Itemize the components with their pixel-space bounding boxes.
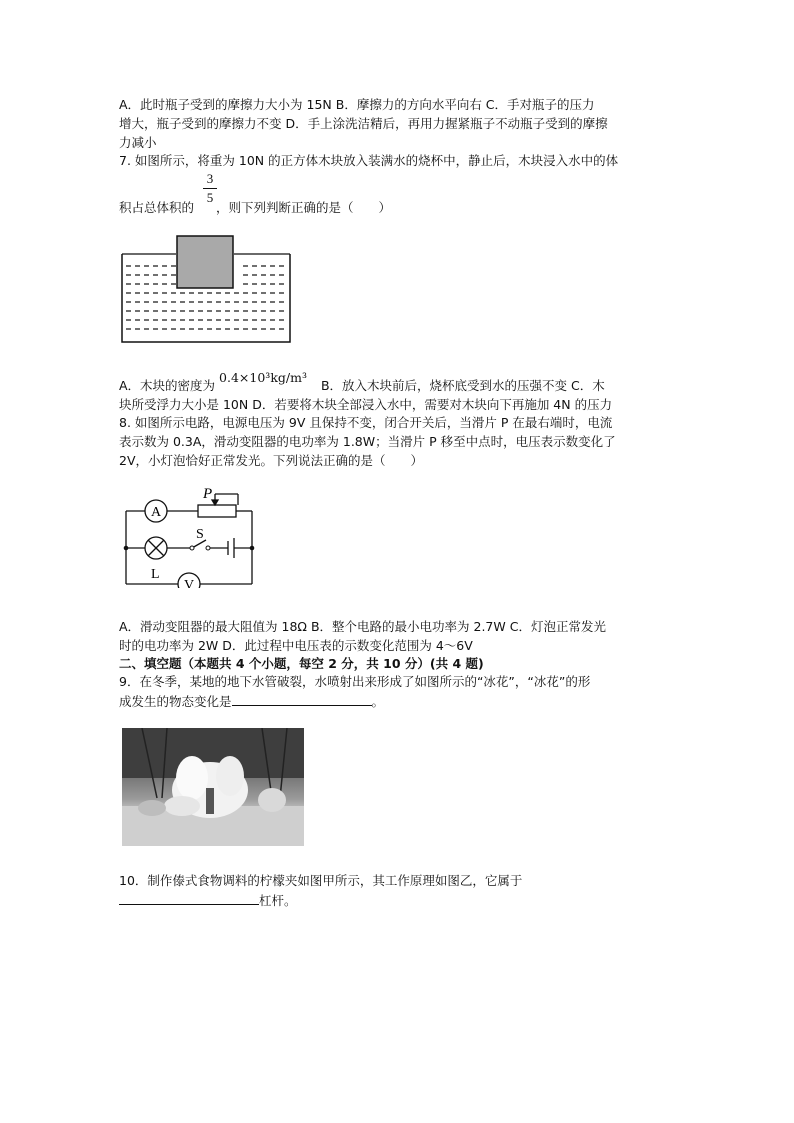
q7-stem-line-1: 7. 如图所示，将重为 10N 的正方体木块放入装满水的烧杯中，静止后，木块浸入水中的体 — [119, 153, 619, 168]
q10-stem-line-2-post: 杠杆。 — [259, 893, 297, 908]
q9-stem-line-2 — [119, 692, 384, 711]
section-heading: 二、填空题（本题共 4 个小题，每空 2 分，共 10 分）(共 4 题) — [119, 656, 484, 671]
q7-options-line-1 — [119, 370, 605, 395]
fraction-denominator: 5 — [206, 190, 214, 205]
slider-label: P — [203, 486, 213, 502]
beaker-figure — [120, 234, 292, 344]
ice-flower-photo — [122, 728, 304, 846]
q7-stem-line-2-pre: 积占总体积的 — [119, 200, 195, 215]
wood-block — [177, 236, 233, 288]
q8-stem-line-1: 8. 如图所示电路，电源电压为 9V 且保持不变，闭合开关后，当滑片 P 在最右端时，电流 — [119, 415, 613, 430]
q8-options-line-1: A．滑动变阻器的最大阻值为 18Ω B．整个电路的最小电功率为 2.7W C．灯泡正常发光 — [119, 619, 606, 634]
q10-stem-line-2 — [119, 891, 297, 910]
q10-stem-line-1: 10．制作傣式食物调料的柠檬夹如图甲所示，其工作原理如图乙，它属于 — [119, 873, 523, 888]
q9-stem-line-2-post: 。 — [371, 694, 385, 709]
q7-stem-line-2 — [119, 199, 391, 217]
q8-options-line-2: 时的电功率为 2W D．此过程中电压表的示数变化范围为 4～6V — [119, 638, 473, 653]
slider-resistor — [198, 505, 236, 517]
q7-option-a-pre: A．木块的密度为 — [119, 378, 216, 393]
q8-stem-line-3: 2V，小灯泡恰好正常发光。下列说法正确的是（ ） — [119, 453, 424, 468]
q9-stem-line-1: 9．在冬季，某地的地下水管破裂，水喷射出来形成了如图所示的“冰花”，“冰花”的形 — [119, 674, 591, 689]
q8-stem-line-2: 表示数为 0.3A，滑动变阻器的电功率为 1.8W；当滑片 P 移至中点时，电压表示数变化了 — [119, 434, 616, 449]
ammeter-label: A — [150, 505, 162, 520]
voltmeter-label: V — [183, 578, 195, 588]
answer-blank[interactable] — [119, 891, 259, 905]
fraction-numerator: 3 — [206, 171, 214, 186]
q7-options-line-2: 块所受浮力大小是 10N D．若要将木块全部浸入水中，需要对木块向下再施加 4N 的压力 — [119, 397, 613, 412]
switch-label: S — [196, 527, 204, 542]
density-formula: 0.4×10³kg/m³ — [219, 370, 307, 385]
q6-options-line-3: 力减小 — [119, 135, 157, 150]
answer-blank[interactable] — [232, 692, 372, 706]
q6-options-line-2: 增大，瓶子受到的摩擦力不变 D．手上涂洗洁精后，再用力握紧瓶子不动瓶子受到的摩擦 — [119, 116, 608, 131]
q7-option-a-post: B．放入木块前后，烧杯底受到水的压强不变 C．木 — [320, 378, 605, 393]
q6-options-line-1: A．此时瓶子受到的摩擦力大小为 15N B．摩擦力的方向水平向右 C．手对瓶子的压力 — [119, 97, 595, 112]
lamp-label: L — [151, 567, 160, 582]
q7-stem-line-2-post: ，则下列判断正确的是（ ） — [216, 200, 392, 215]
q9-stem-line-2-pre: 成发生的物态变化是 — [119, 694, 232, 709]
circuit-diagram — [118, 486, 258, 588]
fraction-bar — [203, 188, 217, 189]
ice-flower-scene — [122, 728, 304, 846]
